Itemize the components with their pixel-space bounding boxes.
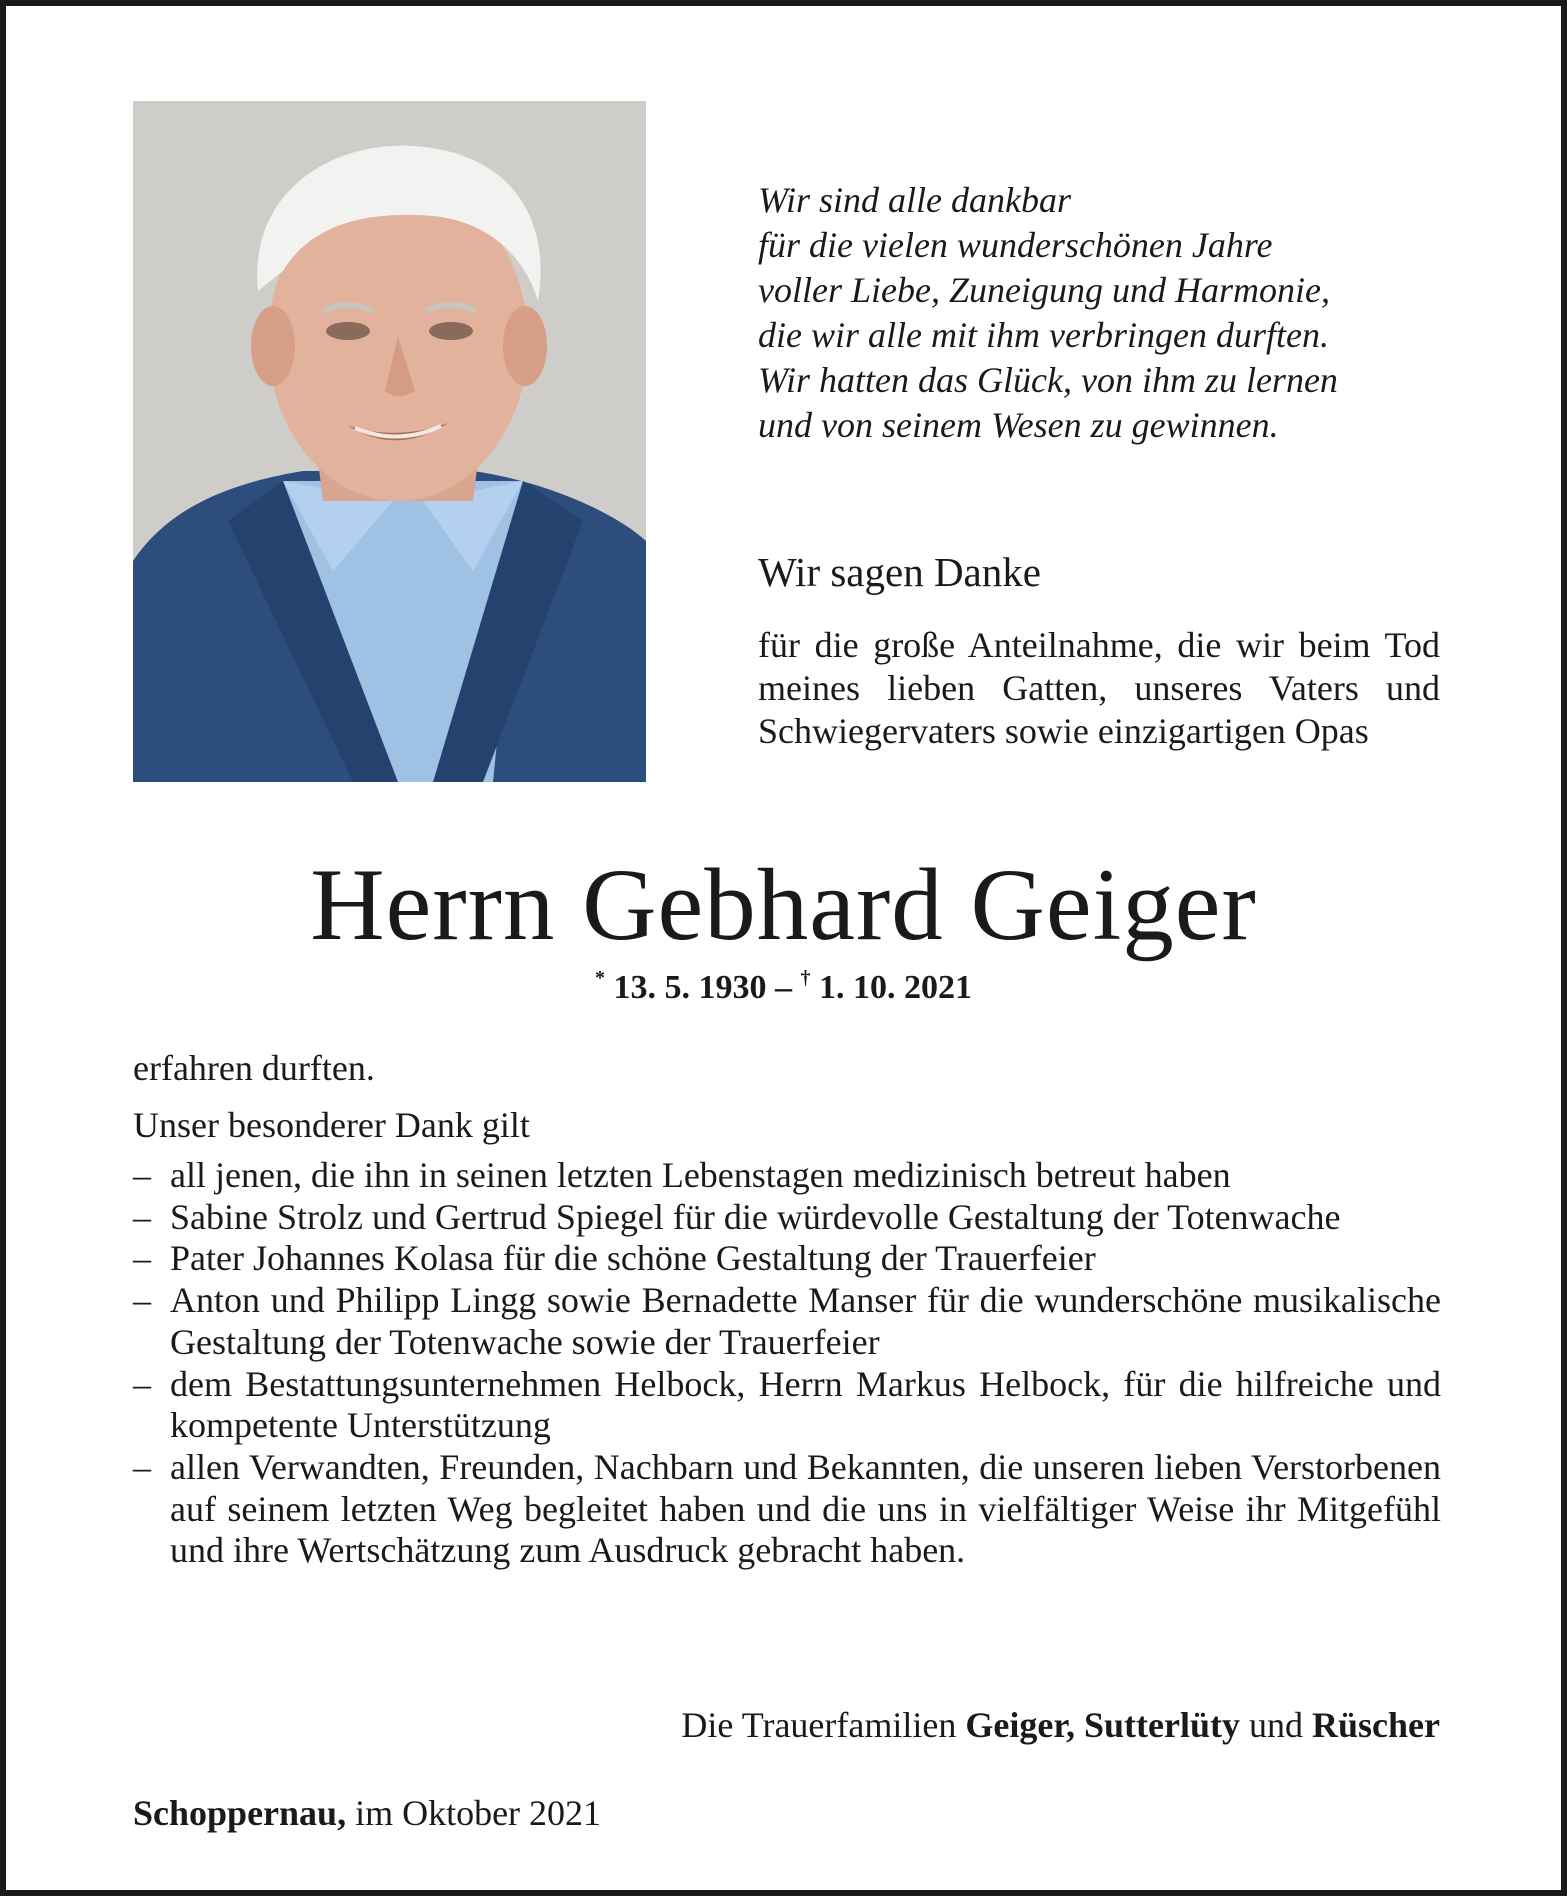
poem-line: Wir hatten das Glück, von ihm zu lernen (758, 360, 1338, 400)
list-dash: – (133, 1155, 151, 1195)
list-item (133, 1155, 1441, 1197)
list-item (133, 1364, 1441, 1447)
poem-line: voller Liebe, Zuneigung und Harmonie, (758, 270, 1330, 310)
list-item-text: allen Verwandten, Freunden, Nachbarn und Bekannten, die unseren lieben Verstorbenen auf seinem letzten Weg begleitet haben und die uns in vielfältiger Weise ihr Mitgefühl und ihre Wertschätzung zum Ausdruck gebracht haben. (170, 1446, 1441, 1571)
list-item (133, 1447, 1441, 1572)
family-name-sutterluety: Sutterlüty (1084, 1705, 1240, 1745)
thanks-text: für die große Anteilnahme, die wir beim Tod meines lieben Gatten, unseres Vaters und Schwiegervaters sowie einzigartigen Opas (758, 625, 1440, 751)
list-dash: – (133, 1238, 151, 1279)
deceased-name: Herrn Gebhard Geiger (310, 848, 1257, 962)
list-item-text: Anton und Philipp Lingg sowie Bernadette Manser für die wunderschöne musikalische Gestaltung der Totenwache sowie der Trauerfeier (170, 1280, 1441, 1362)
body-line-continued: erfahren durften. (133, 1048, 375, 1088)
list-item-text: Pater Johannes Kolasa für die schöne Gestaltung der Trauerfeier (170, 1238, 1096, 1279)
list-dash: – (133, 1280, 151, 1321)
place-date (133, 1792, 601, 1834)
place-town: Schoppernau, (133, 1793, 347, 1833)
thanks-heading: Wir sagen Danke (758, 549, 1041, 595)
poem-line: für die vielen wunderschönen Jahre (758, 225, 1273, 265)
poem-line: und von seinem Wesen zu gewinnen. (758, 405, 1279, 445)
list-item-text: dem Bestattungsunternehmen Helbock, Herrn Markus Helbock, für die hilfreiche und kompetente Unterstützung (170, 1363, 1441, 1446)
list-dash: – (133, 1196, 151, 1237)
list-dash: – (133, 1446, 151, 1487)
family-name-ruescher: Rüscher (1312, 1705, 1440, 1745)
list-dash: – (133, 1363, 151, 1404)
death-symbol: † (800, 967, 811, 989)
list-item (133, 1280, 1441, 1363)
date-separator: – (766, 969, 801, 1006)
death-date: 1. 10. 2021 (819, 969, 972, 1006)
portrait-illustration (133, 101, 646, 782)
signature-and: und (1240, 1705, 1312, 1745)
list-item-text: Sabine Strolz und Gertrud Spiegel für die würdevolle Gestaltung der Totenwache (170, 1196, 1341, 1237)
signature-prefix: Die Trauerfamilien (681, 1705, 966, 1745)
birth-symbol: * (595, 967, 605, 989)
birth-date: 13. 5. 1930 (613, 969, 767, 1006)
life-dates (0, 969, 1567, 1007)
poem-line: Wir sind alle dankbar (758, 180, 1071, 220)
list-item (133, 1197, 1441, 1239)
poem (758, 178, 1458, 448)
thanks-list (133, 1155, 1441, 1572)
poem-line: die wir alle mit ihm verbringen durften. (758, 315, 1329, 355)
place-month: im Oktober 2021 (346, 1793, 602, 1833)
body-line-gratitude: Unser besonderer Dank gilt (133, 1105, 530, 1145)
list-item (133, 1238, 1441, 1280)
list-item-text: all jenen, die ihn in seinen letzten Lebenstagen medizinisch betreut haben (170, 1155, 1231, 1195)
signature-families (681, 1704, 1440, 1746)
portrait-photo (133, 101, 646, 782)
family-name-geiger: Geiger, (965, 1705, 1075, 1745)
